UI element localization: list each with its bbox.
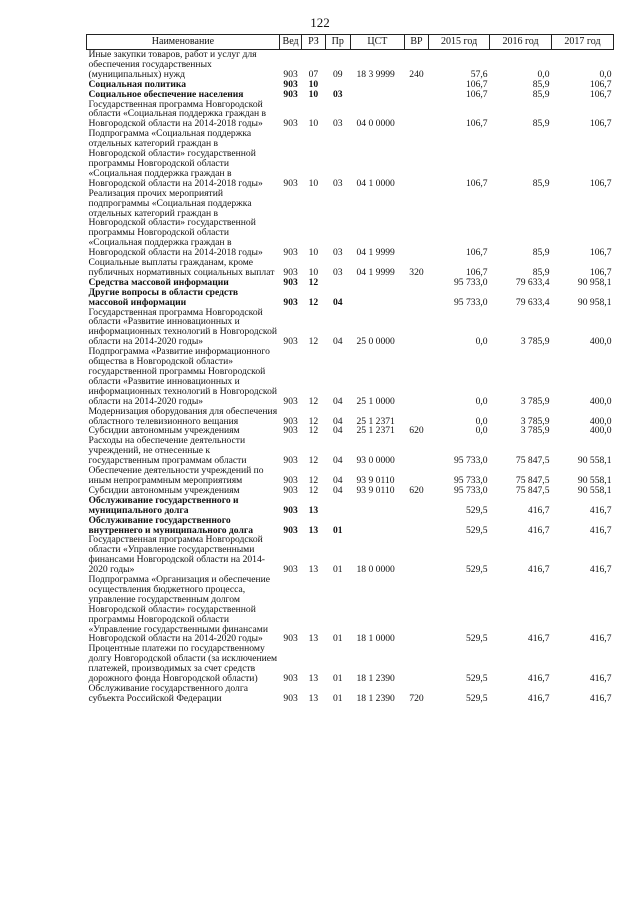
row-2015: 529,5 <box>465 504 488 516</box>
row-2017: 400,0 <box>589 336 612 348</box>
table-row <box>87 288 614 308</box>
table-row <box>87 308 614 348</box>
row-ved: 903 <box>283 276 298 288</box>
row-2016: 79 633,4 <box>515 276 550 288</box>
row-cst: 25 1 0000 <box>356 395 395 407</box>
row-cst <box>350 288 404 308</box>
row-vr <box>404 407 428 427</box>
row-rz: 12 <box>308 336 319 348</box>
row-vr: 240 <box>409 68 424 80</box>
header-rz: РЗ <box>302 35 325 50</box>
row-rz: 10 <box>308 118 319 130</box>
row-ved: 903 <box>283 524 298 536</box>
row-rz: 12 <box>308 415 319 427</box>
row-pr <box>325 278 350 288</box>
row-rz: 13 <box>308 692 319 704</box>
row-pr: 04 <box>332 395 343 407</box>
row-cst: 93 9 0110 <box>356 474 395 486</box>
row-rz: 12 <box>308 296 319 308</box>
row-name: Другие вопросы в области средств массовой информации <box>88 286 239 308</box>
row-ved: 903 <box>283 425 298 437</box>
row-cst <box>350 80 404 90</box>
row-rz: 07 <box>308 68 319 80</box>
row-2017: 90 958,1 <box>577 296 612 308</box>
row-ved: 903 <box>283 336 298 348</box>
row-2015: 0,0 <box>475 395 488 407</box>
row-ved: 903 <box>283 564 298 576</box>
row-cst: 04 1 9999 <box>356 266 395 278</box>
row-rz: 12 <box>308 474 319 486</box>
row-ved: 903 <box>283 68 298 80</box>
row-2015: 106,7 <box>465 177 488 189</box>
row-2017: 416,7 <box>589 692 612 704</box>
row-2017: 400,0 <box>589 395 612 407</box>
table-row <box>87 189 614 258</box>
row-ved: 903 <box>283 118 298 130</box>
row-vr <box>404 90 428 100</box>
row-2017: 106,7 <box>589 118 612 130</box>
row-cst: 04 1 9999 <box>356 247 395 259</box>
row-cst: 25 1 2371 <box>356 425 395 437</box>
row-2015: 106,7 <box>465 118 488 130</box>
row-name: Государственная программа Новгородской области «Социальная поддержка граждан в Новгородской области на 2014-2018 годы» <box>88 98 267 130</box>
row-vr <box>404 436 428 466</box>
row-rz: 12 <box>308 395 319 407</box>
header-2016: 2016 год <box>490 35 552 50</box>
row-vr: 320 <box>409 266 424 278</box>
row-cst: 18 3 9999 <box>356 68 395 80</box>
table-row <box>87 436 614 466</box>
row-2017: 90 558,1 <box>577 455 612 467</box>
row-ved: 903 <box>283 266 298 278</box>
row-vr: 620 <box>409 484 424 496</box>
table-row <box>87 516 614 536</box>
row-2015: 529,5 <box>465 564 488 576</box>
row-2017: 90 558,1 <box>577 474 612 486</box>
row-vr <box>404 347 428 406</box>
row-name: Модернизация оборудования для обеспечения областного телевизионного вещания <box>88 405 278 427</box>
row-2016: 75 847,5 <box>515 474 550 486</box>
row-ved: 903 <box>283 474 298 486</box>
row-rz: 10 <box>308 266 319 278</box>
row-2016: 3 785,9 <box>520 425 550 437</box>
row-2015: 529,5 <box>465 692 488 704</box>
row-vr: 620 <box>409 425 424 437</box>
table-row <box>87 496 614 516</box>
row-pr: 01 <box>332 564 343 576</box>
row-2017: 106,7 <box>589 177 612 189</box>
row-name: Социальное обеспечение населения <box>88 88 244 100</box>
row-pr: 04 <box>332 336 343 348</box>
row-2017: 416,7 <box>589 673 612 685</box>
row-ved: 903 <box>283 673 298 685</box>
table-row <box>87 100 614 130</box>
row-2017: 416,7 <box>589 504 612 516</box>
row-pr: 03 <box>332 266 343 278</box>
row-pr: 04 <box>332 425 343 437</box>
row-2015: 95 733,0 <box>453 484 488 496</box>
row-cst <box>350 90 404 100</box>
row-2016: 85,9 <box>532 247 550 259</box>
row-vr <box>404 80 428 90</box>
row-name: Социальные выплаты гражданам, кроме публичных нормативных социальных выплат <box>88 257 275 278</box>
row-2017: 400,0 <box>589 415 612 427</box>
row-cst: 18 1 2390 <box>356 692 395 704</box>
row-2016: 3 785,9 <box>520 395 550 407</box>
row-pr: 04 <box>332 484 343 496</box>
row-pr: 04 <box>332 415 343 427</box>
row-2017: 416,7 <box>589 633 612 645</box>
row-2015: 106,7 <box>465 247 488 259</box>
row-cst <box>350 278 404 288</box>
row-ved: 903 <box>283 296 298 308</box>
row-2017: 106,7 <box>589 266 612 278</box>
row-name: Государственная программа Новгородской области «Управление государственными финансами Новгородской области на 2014-2020 годы» <box>88 534 265 576</box>
row-2016: 3 785,9 <box>520 336 550 348</box>
row-2016: 75 847,5 <box>515 484 550 496</box>
row-vr <box>404 189 428 258</box>
row-cst: 04 1 0000 <box>356 177 395 189</box>
row-ved: 903 <box>283 177 298 189</box>
table-row <box>87 466 614 486</box>
table-row <box>87 347 614 406</box>
row-rz: 12 <box>308 484 319 496</box>
row-pr: 03 <box>332 88 343 100</box>
row-pr <box>325 496 350 516</box>
row-2016: 3 785,9 <box>520 415 550 427</box>
row-rz: 13 <box>308 504 319 516</box>
header-ved: Вед <box>279 35 301 50</box>
row-2015: 0,0 <box>475 425 488 437</box>
table-row <box>87 258 614 278</box>
header-2017: 2017 год <box>552 35 614 50</box>
row-vr: 720 <box>409 692 424 704</box>
row-name: Реализация прочих мероприятий подпрограммы «Социальная поддержка отдельных категорий граждан в Новгородской области» государственной программы Новгородской области «Социальная поддержка граждан в Новгородской области на 2014-2018 годы» <box>88 187 263 259</box>
row-2017: 400,0 <box>589 425 612 437</box>
row-2016: 0,0 <box>537 68 550 80</box>
row-ved: 903 <box>283 692 298 704</box>
row-2016: 416,7 <box>527 564 550 576</box>
table-row <box>87 575 614 644</box>
row-pr: 03 <box>332 177 343 189</box>
row-cst: 18 0 0000 <box>356 564 395 576</box>
page-number: 122 <box>310 15 330 30</box>
row-rz: 13 <box>308 633 319 645</box>
row-cst <box>350 496 404 516</box>
row-vr <box>404 288 428 308</box>
row-2017: 106,7 <box>589 88 612 100</box>
row-rz: 10 <box>308 177 319 189</box>
row-2015: 95 733,0 <box>453 276 488 288</box>
row-pr: 01 <box>332 633 343 645</box>
row-name: Средства массовой информации <box>88 276 229 288</box>
row-name: Государственная программа Новгородской области «Развитие инновационных и информационных технологий в Новгородской области на 2014-2020 годы» <box>88 306 278 348</box>
header-cst: ЦСТ <box>350 35 404 50</box>
row-rz: 12 <box>308 276 319 288</box>
row-2017: 416,7 <box>589 564 612 576</box>
row-2016: 85,9 <box>532 266 550 278</box>
row-pr: 04 <box>332 474 343 486</box>
table-row <box>87 684 614 704</box>
row-name: Обслуживание государственного внутреннего и муниципального долга <box>88 514 253 536</box>
row-2016: 416,7 <box>527 673 550 685</box>
row-rz: 10 <box>308 88 319 100</box>
row-2016: 416,7 <box>527 504 550 516</box>
row-2016: 85,9 <box>532 88 550 100</box>
row-2017: 416,7 <box>589 524 612 536</box>
row-pr: 03 <box>332 247 343 259</box>
row-pr: 01 <box>332 673 343 685</box>
row-cst: 25 0 0000 <box>356 336 395 348</box>
row-rz: 13 <box>308 673 319 685</box>
row-2015: 106,7 <box>465 266 488 278</box>
row-2016: 416,7 <box>527 692 550 704</box>
row-2017: 106,7 <box>589 78 612 90</box>
row-2015: 529,5 <box>465 673 488 685</box>
row-ved: 903 <box>283 504 298 516</box>
header-vr: ВР <box>404 35 428 50</box>
row-2015: 95 733,0 <box>453 474 488 486</box>
row-rz: 10 <box>308 247 319 259</box>
row-rz: 13 <box>308 564 319 576</box>
header-2015: 2015 год <box>429 35 490 50</box>
table-row <box>87 644 614 684</box>
row-rz: 12 <box>308 455 319 467</box>
row-2017: 90 558,1 <box>577 484 612 496</box>
row-pr: 01 <box>332 692 343 704</box>
row-pr: 01 <box>332 524 343 536</box>
row-vr <box>404 575 428 644</box>
row-name: Процентные платежи по государственному долгу Новгородской области (за исключением платежей, производимых за счет средств дорожного фонда Новгородской области) <box>88 643 278 685</box>
row-name: Обеспечение деятельности учреждений по иным непрограммным мероприятиям <box>88 465 264 486</box>
row-vr <box>404 644 428 684</box>
row-ved: 903 <box>283 455 298 467</box>
row-vr <box>404 466 428 486</box>
table-header-row <box>87 35 614 50</box>
row-name: Подпрограмма «Организация и обеспечение осуществления бюджетного процесса, управление государственным долгом Новгородской области» государственной программы Новгородской области «Управление государственными финансами Новгородской области на 2014-2020 годы» <box>88 574 270 645</box>
row-vr <box>404 496 428 516</box>
row-vr <box>404 129 428 188</box>
budget-table <box>86 34 614 704</box>
row-name: Обслуживание государственного и муниципального долга <box>88 494 239 516</box>
row-pr: 04 <box>332 296 343 308</box>
row-2015: 529,5 <box>465 524 488 536</box>
row-name: Субсидии автономным учреждениям <box>88 484 240 496</box>
row-2015: 57,6 <box>470 68 488 80</box>
row-ved: 903 <box>283 247 298 259</box>
row-cst: 04 0 0000 <box>356 118 395 130</box>
row-cst: 18 1 0000 <box>356 633 395 645</box>
row-name: Подпрограмма «Развитие информационного общества в Новгородской области» государственной программы Новгородской области «Развитие инновационных и информационных технологий в Новгородской области на 2014-2020 годы» <box>88 346 278 407</box>
row-rz: 10 <box>308 78 319 90</box>
row-name: Социальная политика <box>88 78 187 90</box>
row-name: Расходы на обеспечение деятельности учреждений, не отнесенные к государственным программам области <box>88 435 247 467</box>
row-vr <box>404 100 428 130</box>
header-name: Наименование <box>87 35 280 50</box>
row-2016: 416,7 <box>527 633 550 645</box>
header-pr: Пр <box>325 35 350 50</box>
row-ved: 903 <box>283 395 298 407</box>
row-vr <box>404 308 428 348</box>
table-row <box>87 535 614 575</box>
row-name: Иные закупки товаров, работ и услуг для обеспечения государственных (муниципальных) нужд <box>88 49 257 80</box>
row-ved: 903 <box>283 78 298 90</box>
row-name: Подпрограмма «Социальная поддержка отдельных категорий граждан в Новгородской области» государственной программы Новгородской области «Социальная поддержка граждан в Новгородской области на 2014-2018 годы» <box>88 128 263 189</box>
row-2015: 0,0 <box>475 415 488 427</box>
table-row <box>87 50 614 80</box>
row-2015: 529,5 <box>465 633 488 645</box>
table-body <box>87 50 614 704</box>
row-2016: 79 633,4 <box>515 296 550 308</box>
row-cst: 93 0 0000 <box>356 455 395 467</box>
row-ved: 903 <box>283 88 298 100</box>
row-rz: 12 <box>308 425 319 437</box>
row-2016: 85,9 <box>532 177 550 189</box>
row-2016: 85,9 <box>532 78 550 90</box>
row-ved: 903 <box>283 484 298 496</box>
row-2016: 416,7 <box>527 524 550 536</box>
row-name: Обслуживание государственного долга субъекта Российской Федерации <box>88 683 249 704</box>
row-2017: 0,0 <box>599 68 612 80</box>
row-pr: 09 <box>332 68 343 80</box>
row-ved: 903 <box>283 633 298 645</box>
row-cst: 25 1 2371 <box>356 415 395 427</box>
row-2015: 106,7 <box>465 78 488 90</box>
row-2017: 106,7 <box>589 247 612 259</box>
row-2015: 95 733,0 <box>453 296 488 308</box>
row-ved: 903 <box>283 415 298 427</box>
row-2016: 75 847,5 <box>515 455 550 467</box>
row-2015: 95 733,0 <box>453 455 488 467</box>
row-2017: 90 958,1 <box>577 276 612 288</box>
row-name: Субсидии автономным учреждениям <box>88 425 240 437</box>
row-cst: 18 1 2390 <box>356 673 395 685</box>
row-2015: 106,7 <box>465 88 488 100</box>
row-vr <box>404 516 428 536</box>
row-pr: 03 <box>332 118 343 130</box>
row-vr <box>404 278 428 288</box>
row-pr: 04 <box>332 455 343 467</box>
table-row <box>87 407 614 427</box>
row-2016: 85,9 <box>532 118 550 130</box>
row-2015: 0,0 <box>475 336 488 348</box>
row-rz: 13 <box>308 524 319 536</box>
row-cst: 93 9 0110 <box>356 484 395 496</box>
row-vr <box>404 535 428 575</box>
table-row <box>87 129 614 188</box>
row-cst <box>350 516 404 536</box>
